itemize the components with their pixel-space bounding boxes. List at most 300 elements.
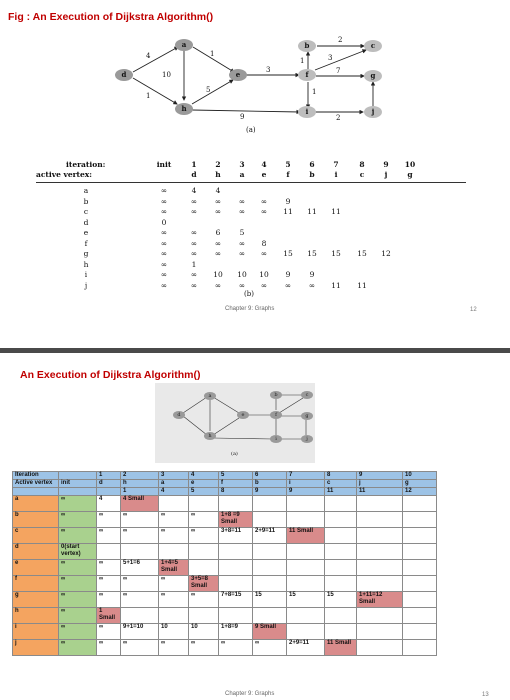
distance-cell <box>287 512 325 528</box>
distance-cell: ∞ <box>160 186 168 195</box>
distance-cell <box>357 640 403 656</box>
vertex-label: j <box>13 640 59 656</box>
vertex-label: h <box>83 259 89 269</box>
distance-cell: ∞ <box>160 228 168 237</box>
cell-text: 11 Small <box>289 528 314 534</box>
edge-label: 2 <box>336 114 341 122</box>
table-caption: (b) <box>244 290 254 298</box>
iteration-header: 3 <box>239 160 245 169</box>
vertex-label: a <box>83 186 89 195</box>
distance-cell: ∞ <box>214 280 222 290</box>
distance-cell <box>357 576 403 592</box>
iteration-header: 2 <box>215 160 221 169</box>
vertex-label: h <box>13 608 59 624</box>
cell-text: 1 Small <box>99 608 116 621</box>
distance-cell <box>121 512 159 528</box>
distance-cell <box>253 512 287 528</box>
dijkstra-table <box>12 471 437 656</box>
distance-cell: 15 <box>357 249 367 258</box>
header-cell <box>13 488 59 496</box>
distance-cell <box>159 544 189 560</box>
distance-cell <box>219 576 253 592</box>
distance-cell <box>59 560 97 576</box>
table-row <box>13 512 437 528</box>
header-cell: 11 <box>325 488 357 496</box>
distance-cell <box>59 576 97 592</box>
active-vertex-cell: g <box>407 170 413 179</box>
distance-cell <box>219 560 253 576</box>
active-vertex-label: active vertex: <box>36 170 93 179</box>
distance-cell <box>121 528 159 544</box>
iteration-header: 9 <box>383 160 389 169</box>
vertex-label: a <box>13 496 59 512</box>
distance-cell <box>325 576 357 592</box>
cell-text: ∞ <box>161 512 166 518</box>
table-row <box>13 528 437 544</box>
header-cell: 3 <box>159 472 189 480</box>
node-e: e <box>229 69 247 81</box>
distance-cell: ∞ <box>238 249 246 258</box>
distance-cell: 5 <box>239 228 245 237</box>
cell-text: 1+4=5 Small <box>161 560 179 573</box>
node-i: i <box>298 106 316 118</box>
distance-cell <box>219 544 253 560</box>
distance-cell <box>189 624 219 640</box>
node-g: g <box>301 412 313 420</box>
vertex-label: e <box>83 228 89 237</box>
header-cell: 4 <box>159 488 189 496</box>
header-cell: g <box>403 480 437 488</box>
cell-text: 4 Small <box>123 496 145 502</box>
distance-cell <box>189 640 219 656</box>
header-cell <box>59 488 97 496</box>
distance-cell <box>121 608 159 624</box>
cell-text: 15 <box>255 592 262 598</box>
header-cell: 4 <box>189 472 219 480</box>
cell-text: 0(start vertex) <box>61 544 81 557</box>
header-cell <box>59 472 97 480</box>
cell-text: 9 Small <box>255 624 277 630</box>
distance-cell <box>325 528 357 544</box>
distance-cell <box>357 544 403 560</box>
cell-text: 7+8=15 <box>221 592 242 598</box>
header-cell <box>97 488 121 496</box>
cell-text: ∞ <box>61 496 66 502</box>
cell-text: 1+11=12 Small <box>359 592 383 605</box>
distance-cell <box>121 560 159 576</box>
iteration-header: 5 <box>285 160 291 169</box>
cell-text: 3+8=11 <box>221 528 242 534</box>
distance-cell: ∞ <box>190 196 198 206</box>
distance-cell <box>253 608 287 624</box>
iteration-header: 1 <box>191 160 197 169</box>
header-cell: 9 <box>287 488 325 496</box>
slide-12 <box>0 0 510 348</box>
vertex-label: e <box>13 560 59 576</box>
distance-cell: ∞ <box>190 228 198 237</box>
distance-cell <box>159 576 189 592</box>
distance-cell: 11 <box>331 207 341 216</box>
distance-cell <box>253 624 287 640</box>
cell-text: ∞ <box>161 640 166 646</box>
distance-cell <box>121 544 159 560</box>
distance-cell <box>159 640 189 656</box>
distance-cell <box>97 624 121 640</box>
edge-label: 10 <box>162 71 171 79</box>
distance-cell <box>287 496 325 512</box>
iteration-header: 4 <box>261 160 267 169</box>
active-vertex-cell: b <box>309 170 315 179</box>
cell-text: ∞ <box>191 640 196 646</box>
distance-cell: ∞ <box>308 280 316 290</box>
distance-cell <box>59 496 97 512</box>
slide-title: Fig : An Execution of Dijkstra Algorithm() <box>8 11 214 23</box>
cell-text: 11 Small <box>327 640 352 646</box>
cell-text: ∞ <box>191 528 196 534</box>
vertex-label: b <box>13 512 59 528</box>
distance-cell <box>159 496 189 512</box>
slide-title: An Execution of Dijkstra Algorithm() <box>20 369 201 381</box>
distance-cell <box>97 608 121 624</box>
distance-cell <box>287 608 325 624</box>
edge-label: 5 <box>206 86 211 94</box>
header-cell: c <box>325 480 357 488</box>
iteration-header: 10 <box>404 160 416 169</box>
table-row <box>13 560 437 576</box>
node-i: i <box>270 435 282 443</box>
distance-cell <box>403 544 437 560</box>
table-row <box>13 592 437 608</box>
vertex-label: j <box>84 280 88 290</box>
distance-cell <box>357 624 403 640</box>
header-cell: f <box>219 480 253 488</box>
distance-cell <box>59 608 97 624</box>
page-number: 13 <box>482 692 489 698</box>
header-cell: init <box>59 480 97 488</box>
distance-cell <box>97 592 121 608</box>
distance-cell: ∞ <box>214 238 222 248</box>
cell-text: 4 <box>99 496 103 502</box>
distance-cell: 9 <box>285 196 291 206</box>
distance-cell <box>253 560 287 576</box>
iteration-header: 8 <box>359 160 365 169</box>
node-c: c <box>364 40 382 52</box>
distance-cell <box>287 592 325 608</box>
header-cell: Iteration <box>13 472 59 480</box>
distance-cell <box>403 640 437 656</box>
distance-cell <box>287 576 325 592</box>
distance-cell <box>159 608 189 624</box>
distance-cell: 6 <box>215 228 221 237</box>
node-j: j <box>301 435 313 443</box>
edge-label: 7 <box>336 67 341 75</box>
footer: Chapter 9: Graphs <box>225 306 275 312</box>
cell-text: ∞ <box>61 560 66 566</box>
node-b: b <box>298 40 316 52</box>
distance-cell <box>59 544 97 560</box>
distance-cell: ∞ <box>190 207 198 216</box>
cell-text: ∞ <box>99 624 104 630</box>
cell-text: ∞ <box>99 560 104 566</box>
node-c: c <box>301 391 313 399</box>
distance-cell <box>59 640 97 656</box>
distance-cell <box>121 640 159 656</box>
iteration-header: 7 <box>333 160 339 169</box>
vertex-label: f <box>13 576 59 592</box>
distance-cell <box>219 496 253 512</box>
cell-text: ∞ <box>61 608 66 614</box>
cell-text: ∞ <box>99 512 104 518</box>
table-rule <box>36 182 466 183</box>
distance-cell <box>121 496 159 512</box>
header-cell: b <box>253 480 287 488</box>
distance-cell: ∞ <box>190 238 198 248</box>
distance-cell <box>189 608 219 624</box>
distance-cell: 15 <box>307 249 317 258</box>
header-row <box>13 488 437 496</box>
distance-cell: 0 <box>161 217 167 227</box>
distance-cell <box>121 624 159 640</box>
distance-cell <box>325 560 357 576</box>
edge-label: 1 <box>146 92 151 100</box>
distance-cell: ∞ <box>190 249 198 258</box>
graph-edges <box>100 30 400 135</box>
distance-cell <box>253 592 287 608</box>
cell-text: ∞ <box>191 512 196 518</box>
iteration-header: 6 <box>309 160 315 169</box>
distance-cell: ∞ <box>238 238 246 248</box>
iteration-header: init <box>156 160 172 169</box>
distance-cell <box>287 528 325 544</box>
distance-cell <box>189 528 219 544</box>
cell-text: ∞ <box>99 640 104 646</box>
distance-cell <box>97 560 121 576</box>
distance-cell <box>287 640 325 656</box>
table-row <box>13 496 437 512</box>
cell-text: ∞ <box>61 640 66 646</box>
distance-cell <box>97 640 121 656</box>
vertex-label: c <box>13 528 59 544</box>
distance-cell <box>97 528 121 544</box>
distance-cell <box>403 560 437 576</box>
distance-cell: ∞ <box>260 249 268 258</box>
distance-cell <box>97 576 121 592</box>
distance-cell: ∞ <box>260 280 268 290</box>
cell-text: ∞ <box>161 576 166 582</box>
vertex-label: g <box>13 592 59 608</box>
header-cell: 7 <box>287 472 325 480</box>
cell-text: ∞ <box>61 528 66 534</box>
distance-cell <box>325 512 357 528</box>
distance-cell: ∞ <box>190 270 198 279</box>
distance-cell <box>159 528 189 544</box>
table-row <box>13 544 437 560</box>
distance-cell: 15 <box>331 249 341 258</box>
header-cell: 9 <box>253 488 287 496</box>
distance-cell: ∞ <box>160 259 168 269</box>
distance-cell <box>159 624 189 640</box>
distance-cell: ∞ <box>160 238 168 248</box>
distance-cell <box>357 512 403 528</box>
distance-cell <box>253 496 287 512</box>
graph-figure <box>100 30 400 135</box>
node-a: a <box>204 392 216 400</box>
distance-cell: ∞ <box>214 249 222 258</box>
distance-cell <box>219 528 253 544</box>
cell-text: ∞ <box>255 640 260 646</box>
distance-cell <box>325 544 357 560</box>
distance-cell: 11 <box>331 280 341 290</box>
distance-cell <box>59 528 97 544</box>
cell-text: 10 <box>161 624 168 630</box>
table-row <box>13 576 437 592</box>
node-h: h <box>204 432 216 440</box>
distance-cell <box>325 640 357 656</box>
distance-cell <box>403 576 437 592</box>
distance-cell <box>219 624 253 640</box>
cell-text: ∞ <box>161 592 166 598</box>
active-vertex-cell: j <box>384 170 388 179</box>
cell-text: ∞ <box>123 640 128 646</box>
vertex-label: c <box>83 207 89 216</box>
distance-cell <box>357 528 403 544</box>
vertex-label: i <box>13 624 59 640</box>
table-row <box>13 640 437 656</box>
distance-cell <box>357 560 403 576</box>
distance-cell <box>253 544 287 560</box>
distance-cell: ∞ <box>238 280 246 290</box>
distance-cell: 11 <box>357 280 367 290</box>
distance-cell: 10 <box>237 270 247 279</box>
active-vertex-cell: i <box>334 170 338 179</box>
cell-text: 1+8=9 <box>221 624 239 630</box>
cell-text: 2+9=11 <box>289 640 310 646</box>
node-g: g <box>364 70 382 82</box>
distance-cell <box>189 560 219 576</box>
distance-cell: ∞ <box>160 270 168 279</box>
header-cell: 8 <box>219 488 253 496</box>
distance-cell <box>253 640 287 656</box>
distance-cell <box>287 544 325 560</box>
edge-label: 9 <box>240 113 245 121</box>
node-f: f <box>298 69 316 81</box>
edge-label: 1 <box>210 50 215 58</box>
distance-cell: ∞ <box>284 280 292 290</box>
distance-cell <box>325 592 357 608</box>
header-cell: i <box>287 480 325 488</box>
header-cell: 2 <box>121 472 159 480</box>
header-row <box>13 472 437 480</box>
cell-text: ∞ <box>61 512 66 518</box>
node-e: e <box>237 411 249 419</box>
header-cell: a <box>159 480 189 488</box>
node-d: d <box>115 69 133 81</box>
distance-cell: ∞ <box>160 249 168 258</box>
page-number: 12 <box>470 307 477 313</box>
slide-13 <box>0 353 510 700</box>
active-vertex-cell: a <box>239 170 245 179</box>
distance-cell: 11 <box>283 207 293 216</box>
node-h: h <box>175 103 193 115</box>
distance-cell <box>357 496 403 512</box>
distance-cell: ∞ <box>160 207 168 216</box>
header-cell: 5 <box>219 472 253 480</box>
cell-text: ∞ <box>123 592 128 598</box>
cell-text: ∞ <box>61 576 66 582</box>
distance-cell <box>159 592 189 608</box>
cell-text: ∞ <box>123 512 128 518</box>
graph-thumbnail <box>155 383 315 463</box>
distance-cell: 15 <box>283 249 293 258</box>
distance-cell: 4 <box>191 186 197 195</box>
graph-caption: (a) <box>246 126 256 134</box>
distance-cell <box>403 496 437 512</box>
vertex-label: d <box>83 217 89 227</box>
header-cell: Active vertex <box>13 480 59 488</box>
cell-text: 10 <box>191 624 198 630</box>
vertex-label: d <box>13 544 59 560</box>
distance-cell <box>403 592 437 608</box>
edge-label: 2 <box>338 36 343 44</box>
node-b: b <box>270 391 282 399</box>
distance-cell <box>97 544 121 560</box>
distance-cell <box>97 512 121 528</box>
cell-text: ∞ <box>61 624 66 630</box>
vertex-label: f <box>84 238 88 248</box>
active-vertex-cell: c <box>359 170 365 179</box>
header-cell: 10 <box>403 472 437 480</box>
cell-text: ∞ <box>161 528 166 534</box>
edge-label: 1 <box>312 88 317 96</box>
distance-cell <box>287 560 325 576</box>
cell-text: ∞ <box>123 576 128 582</box>
distance-cell: 10 <box>213 270 223 279</box>
distance-cell: ∞ <box>260 207 268 216</box>
edge-label: 3 <box>328 54 333 62</box>
edge-label: 4 <box>146 52 151 60</box>
distance-cell <box>219 608 253 624</box>
edge-label: 1 <box>300 57 305 65</box>
table-row <box>13 624 437 640</box>
distance-cell: 8 <box>261 238 267 248</box>
vertex-label: g <box>83 249 89 258</box>
cell-text: 15 <box>327 592 334 598</box>
active-vertex-cell: e <box>261 170 267 179</box>
distance-cell: 12 <box>381 249 391 258</box>
distance-cell: 9 <box>309 270 315 279</box>
distance-cell <box>325 608 357 624</box>
cell-text: 9+1=10 <box>123 624 144 630</box>
distance-cell <box>59 624 97 640</box>
distance-cell: ∞ <box>238 196 246 206</box>
iteration-label: iteration: <box>66 160 106 169</box>
header-cell: 12 <box>403 488 437 496</box>
distance-cell <box>219 640 253 656</box>
cell-text: ∞ <box>99 528 104 534</box>
distance-cell <box>189 576 219 592</box>
distance-cell: 1 <box>191 259 197 269</box>
edge-label: 3 <box>266 66 271 74</box>
header-row <box>13 480 437 488</box>
distance-cell <box>253 576 287 592</box>
vertex-label: i <box>84 270 88 279</box>
distance-cell: ∞ <box>260 196 268 206</box>
header-cell: 11 <box>357 488 403 496</box>
distance-cell <box>253 528 287 544</box>
distance-cell <box>403 512 437 528</box>
distance-cell <box>219 592 253 608</box>
cell-text: ∞ <box>61 592 66 598</box>
